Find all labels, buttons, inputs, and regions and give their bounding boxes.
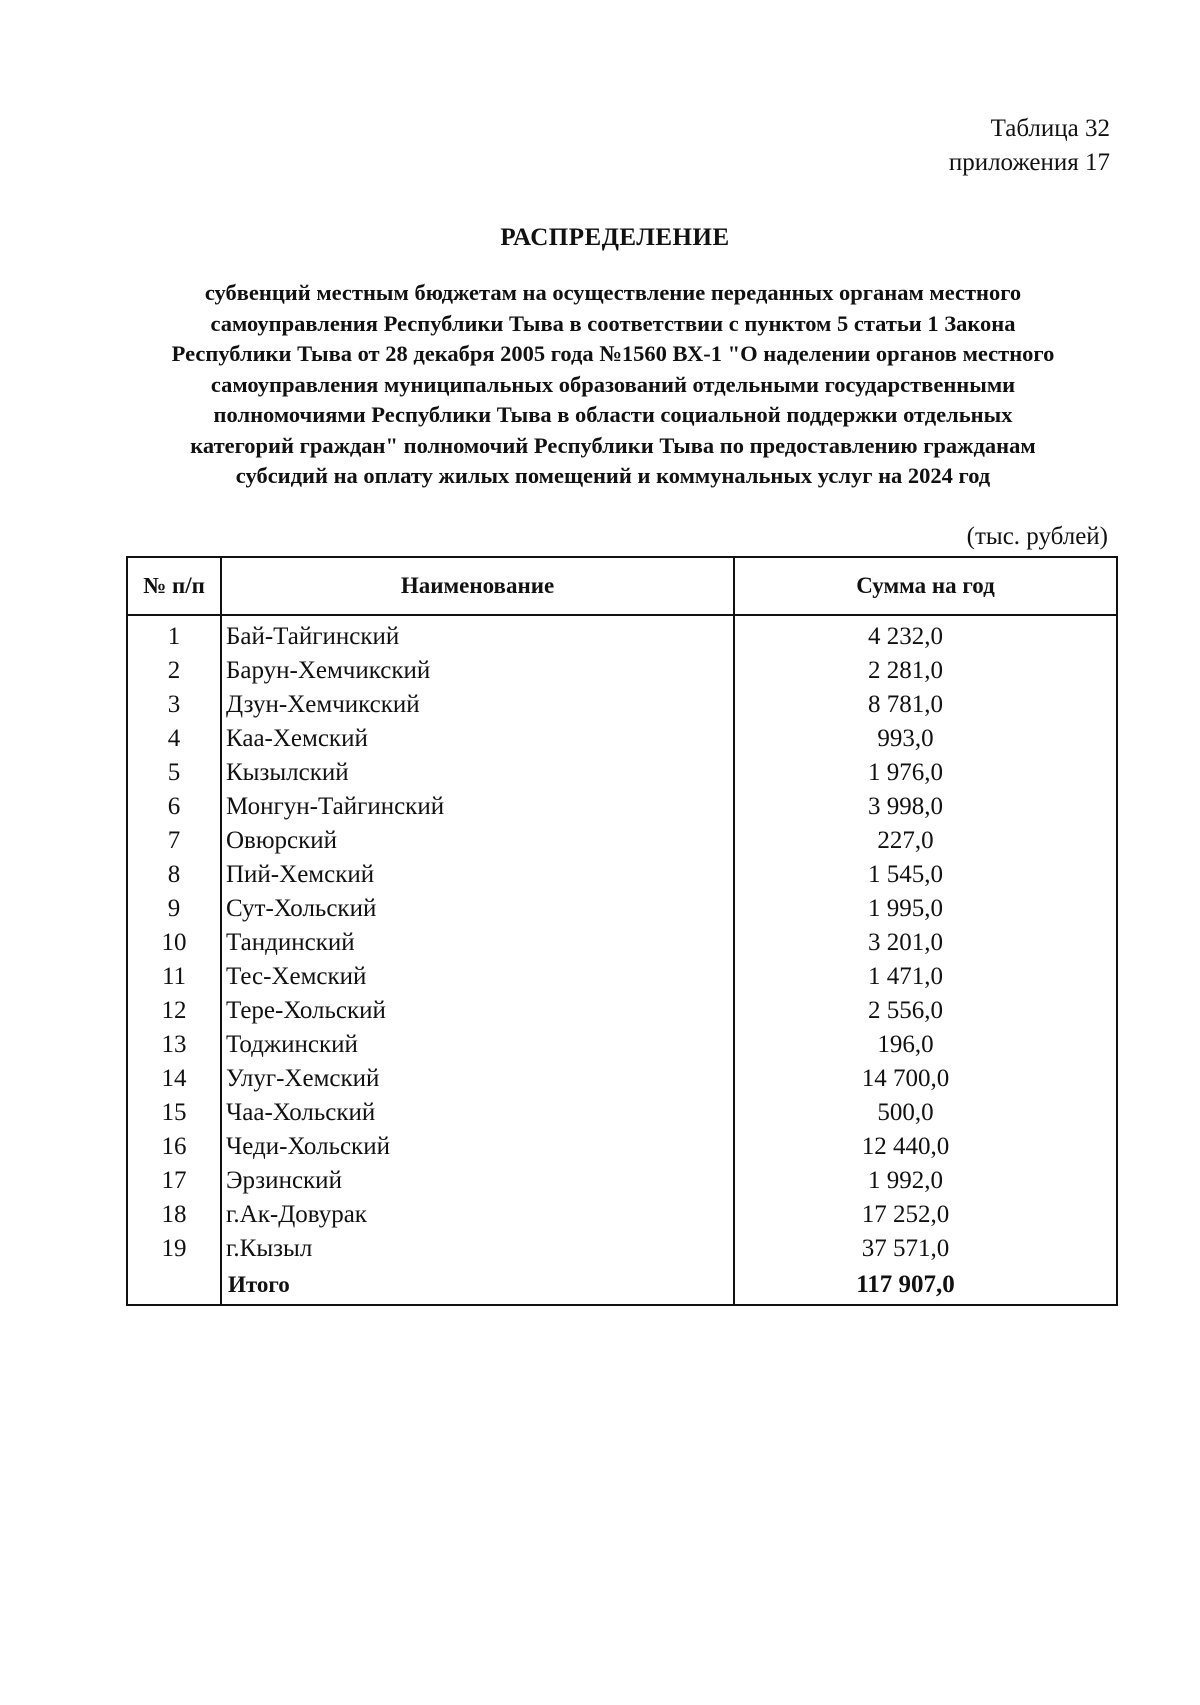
row-name: Барун-Хемчикский	[221, 654, 734, 688]
row-num: 2	[127, 654, 221, 688]
row-sum: 37 571,0	[734, 1232, 1117, 1266]
row-sum: 12 440,0	[734, 1130, 1117, 1164]
row-sum: 3 201,0	[734, 926, 1117, 960]
table-row	[127, 790, 1117, 824]
table-row	[127, 1232, 1117, 1266]
row-num: 4	[127, 722, 221, 756]
row-num: 12	[127, 994, 221, 1028]
row-name: Чеди-Хольский	[221, 1130, 734, 1164]
total-sum: 117 907,0	[734, 1266, 1117, 1305]
row-num: 15	[127, 1096, 221, 1130]
row-sum: 3 998,0	[734, 790, 1117, 824]
row-num: 5	[127, 756, 221, 790]
table-row	[127, 1130, 1117, 1164]
row-num: 17	[127, 1164, 221, 1198]
row-num: 14	[127, 1062, 221, 1096]
row-num: 1	[127, 615, 221, 654]
row-name: Пий-Хемский	[221, 858, 734, 892]
row-sum: 1 992,0	[734, 1164, 1117, 1198]
row-name: Чаа-Хольский	[221, 1096, 734, 1130]
row-name: Бай-Тайгинский	[221, 615, 734, 654]
subtitle-line: полномочиями Республики Тыва в области социальной поддержки отдельных	[213, 402, 1013, 427]
subtitle-line: категорий граждан" полномочий Республики Тыва по предоставлению гражданам	[190, 432, 1036, 458]
appendix-number: приложения 17	[948, 149, 1110, 176]
distribution-table	[126, 556, 1118, 1306]
row-num: 6	[127, 790, 221, 824]
subtitle-line: субсидий на оплату жилых помещений и коммунальных услуг на 2024 год	[235, 463, 991, 488]
row-name: Тоджинский	[221, 1028, 734, 1062]
table-row	[127, 1028, 1117, 1062]
table-row	[127, 1164, 1117, 1198]
row-sum: 500,0	[734, 1096, 1117, 1130]
row-name: Тес-Хемский	[221, 960, 734, 994]
row-name: Овюрский	[221, 824, 734, 858]
row-num: 9	[127, 892, 221, 926]
table-row	[127, 1062, 1117, 1096]
row-name: Кызылский	[221, 756, 734, 790]
row-name: г.Кызыл	[221, 1232, 734, 1266]
table-row	[127, 1096, 1117, 1130]
subtitle-line: Республики Тыва от 28 декабря 2005 года №1560 ВХ-1 "О наделении органов местного	[171, 341, 1055, 366]
row-name: г.Ак-Довурак	[221, 1198, 734, 1232]
row-num: 10	[127, 926, 221, 960]
row-sum: 1 545,0	[734, 858, 1117, 892]
row-num: 11	[127, 960, 221, 994]
row-sum: 8 781,0	[734, 688, 1117, 722]
document-title: РАСПРЕДЕЛЕНИЕ	[500, 224, 730, 251]
table-row	[127, 688, 1117, 722]
table-row	[127, 892, 1117, 926]
table-row	[127, 994, 1117, 1028]
table-row	[127, 756, 1117, 790]
row-name: Эрзинский	[221, 1164, 734, 1198]
row-sum: 227,0	[734, 824, 1117, 858]
table-row	[127, 824, 1117, 858]
table-row	[127, 960, 1117, 994]
units-label: (тыс. рублей)	[966, 523, 1108, 550]
table-row	[127, 926, 1117, 960]
row-sum: 2 556,0	[734, 994, 1117, 1028]
table-number: Таблица 32	[990, 115, 1110, 142]
row-sum: 4 232,0	[734, 615, 1117, 654]
row-num: 8	[127, 858, 221, 892]
header-name: Наименование	[221, 557, 734, 615]
row-name: Тандинский	[221, 926, 734, 960]
row-sum: 17 252,0	[734, 1198, 1117, 1232]
row-name: Монгун-Тайгинский	[221, 790, 734, 824]
row-num: 18	[127, 1198, 221, 1232]
total-label: Итого	[221, 1266, 734, 1305]
row-sum: 2 281,0	[734, 654, 1117, 688]
row-num: 7	[127, 824, 221, 858]
subtitle-line: субвенций местным бюджетам на осуществление переданных органам местного	[204, 280, 1022, 305]
header-sum: Сумма на год	[734, 557, 1117, 615]
table-header-row	[127, 557, 1117, 615]
row-name: Дзун-Хемчикский	[221, 688, 734, 722]
subtitle-line: самоуправления муниципальных образований отдельными государственными	[210, 371, 1016, 397]
row-num: 19	[127, 1232, 221, 1266]
row-num: 13	[127, 1028, 221, 1062]
document-subtitle	[118, 278, 1108, 492]
table-reference	[949, 112, 1110, 180]
row-sum: 14 700,0	[734, 1062, 1117, 1096]
subtitle-line: самоуправления Республики Тыва в соответствии с пунктом 5 статьи 1 Закона	[210, 310, 1016, 336]
row-sum: 196,0	[734, 1028, 1117, 1062]
total-row	[127, 1266, 1117, 1305]
table-row	[127, 615, 1117, 654]
row-sum: 1 471,0	[734, 960, 1117, 994]
row-num: 16	[127, 1130, 221, 1164]
total-num-cell	[127, 1266, 221, 1305]
row-sum: 993,0	[734, 722, 1117, 756]
table-row	[127, 722, 1117, 756]
table-row	[127, 858, 1117, 892]
header-num: № п/п	[127, 557, 221, 615]
row-sum: 1 995,0	[734, 892, 1117, 926]
row-sum: 1 976,0	[734, 756, 1117, 790]
table-row	[127, 1198, 1117, 1232]
row-name: Улуг-Хемский	[221, 1062, 734, 1096]
row-num: 3	[127, 688, 221, 722]
row-name: Каа-Хемский	[221, 722, 734, 756]
table-row	[127, 654, 1117, 688]
row-name: Сут-Хольский	[221, 892, 734, 926]
row-name: Тере-Хольский	[221, 994, 734, 1028]
